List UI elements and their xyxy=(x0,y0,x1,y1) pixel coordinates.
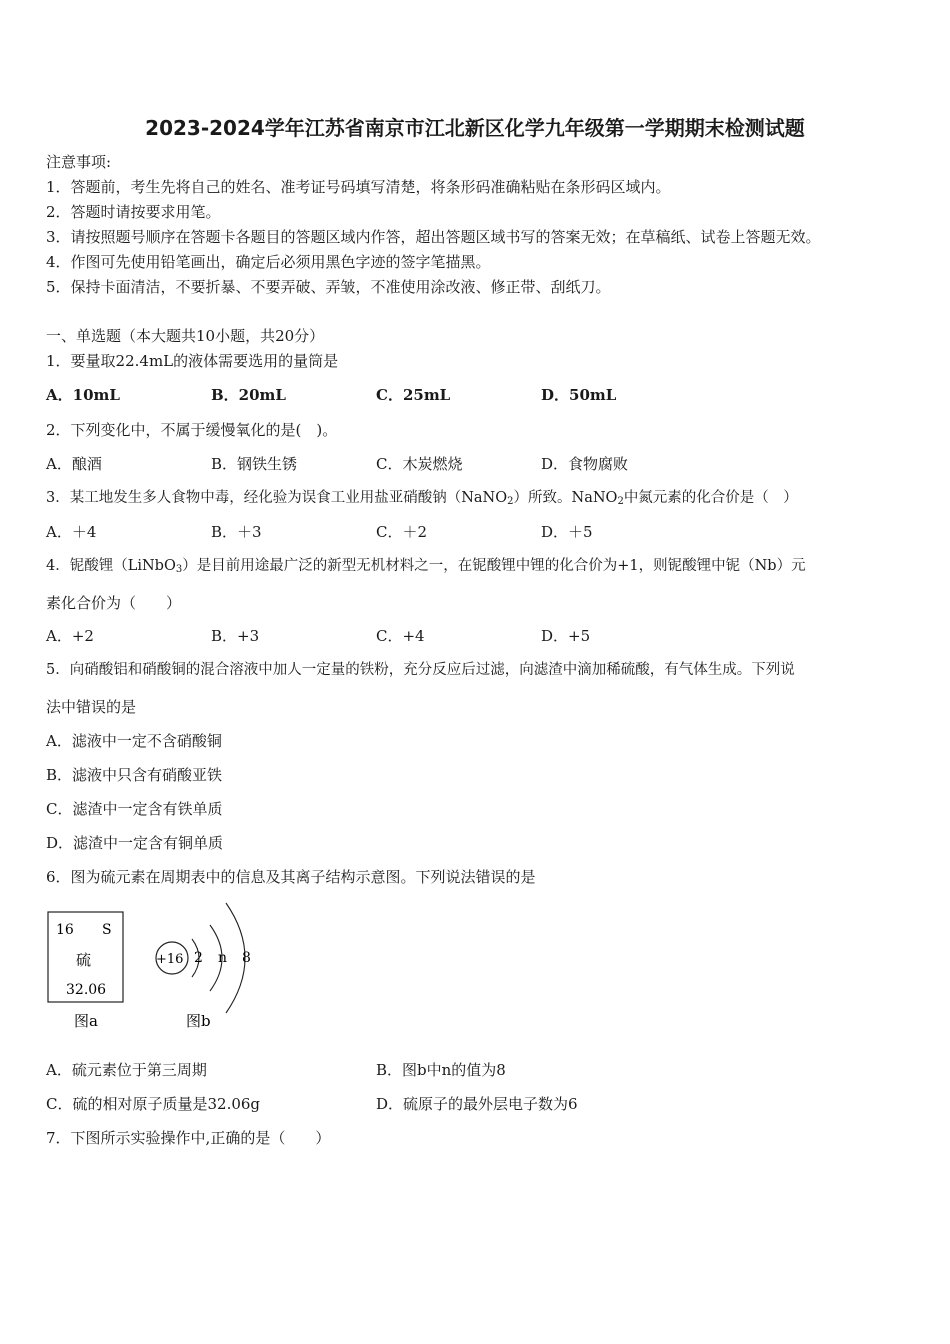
q5-option-a: A．滤液中一定不含硝酸铜 xyxy=(46,732,222,750)
q2-option-a: A．酿酒 xyxy=(46,455,102,473)
shell-3-electrons: 8 xyxy=(242,950,251,966)
q6-option-c: C．硫的相对原子质量是32.06g xyxy=(46,1095,261,1113)
q2-option-c: C．木炭燃烧 xyxy=(376,455,463,473)
question-5-stem: 5．向硝酸铝和硝酸铜的混合溶液中加人一定量的铁粉，充分反应后过滤，向滤渣中滴加稀硫酸，有气体生成。下列说 xyxy=(46,662,795,678)
nuclear-charge: +16 xyxy=(156,952,184,967)
q2-option-d: D．食物腐败 xyxy=(541,455,629,473)
sulfur-diagram xyxy=(46,897,276,1037)
element-name: 硫 xyxy=(76,951,92,969)
q3-stem-part-a: 3．某工地发生多人食物中毒，经化验为误食工业用盐亚硝酸钠（NaNO xyxy=(46,490,508,506)
q1-option-b: B．20mL xyxy=(211,386,286,404)
question-2-stem: 2．下列变化中，不属于缓慢氧化的是( )。 xyxy=(46,421,338,439)
notice-item: 5．保持卡面清洁，不要折暴、不要弄破、弄皱，不准使用涂改液、修正带、刮纸刀。 xyxy=(46,278,611,296)
question-7-stem: 7．下图所示实验操作中,正确的是（ ） xyxy=(46,1129,331,1147)
q5-option-d: D．滤渣中一定含有铜单质 xyxy=(46,834,224,852)
q3-subscript: 2 xyxy=(617,496,624,507)
q6-option-a: A．硫元素位于第三周期 xyxy=(46,1061,207,1079)
question-4-stem xyxy=(46,556,806,580)
q6-option-b: B．图b中n的值为8 xyxy=(376,1061,506,1079)
q4-subscript: 3 xyxy=(175,564,183,575)
notice-item: 1．答题前，考生先将自己的姓名、准考证号码填写清楚，将条形码准确粘贴在条形码区域内。 xyxy=(46,178,671,196)
notice-item: 4．作图可先使用铅笔画出，确定后必须用黑色字迹的签字笔描黑。 xyxy=(46,253,491,271)
question-4-stem-line-2: 素化合价为（ ） xyxy=(46,594,182,612)
notice-item: 3．请按照题号顺序在答题卡各题目的答题区域内作答，超出答题区域书写的答案无效；在草稿纸、试卷上答题无效。 xyxy=(46,228,821,246)
q5-option-b: B．滤液中只含有硝酸亚铁 xyxy=(46,766,223,784)
question-3-stem xyxy=(46,488,798,512)
q3-option-d: D．＋5 xyxy=(541,523,593,541)
element-symbol: S xyxy=(102,922,112,938)
q3-subscript: 2 xyxy=(507,496,514,507)
notice-heading: 注意事项: xyxy=(46,153,112,171)
q4-option-c: C．+4 xyxy=(376,627,425,645)
shell-1-electrons: 2 xyxy=(194,950,203,966)
q4-stem-part-a: 4．铌酸锂（LiNbO xyxy=(46,558,176,574)
page-title: 2023-2024学年江苏省南京市江北新区化学九年级第一学期期末检测试题 xyxy=(145,116,805,140)
q3-option-b: B．＋3 xyxy=(211,523,262,541)
q3-option-a: A．＋4 xyxy=(46,523,97,541)
section-heading: 一、单选题（本大题共10小题，共20分） xyxy=(46,327,325,345)
figure-a-caption: 图a xyxy=(74,1012,98,1030)
notice-item: 2．答题时请按要求用笔。 xyxy=(46,203,221,221)
q1-option-c: C．25mL xyxy=(376,386,451,404)
question-1-stem: 1．要量取22.4mL的液体需要选用的量筒是 xyxy=(46,352,339,370)
q4-option-d: D．+5 xyxy=(541,627,591,645)
q6-option-d: D．硫原子的最外层电子数为6 xyxy=(376,1095,578,1113)
q6-figure xyxy=(46,897,276,1037)
q4-stem-part-b: ）是目前用途最广泛的新型无机材料之一，在铌酸锂中锂的化合价为+1，则铌酸锂中铌（Nb）元 xyxy=(182,558,806,574)
q3-option-c: C．＋2 xyxy=(376,523,428,541)
q1-option-a: A．10mL xyxy=(46,386,120,404)
q4-option-b: B．+3 xyxy=(211,627,260,645)
q3-stem-part-b: ）所致。NaNO xyxy=(513,490,618,506)
atomic-number: 16 xyxy=(56,922,74,938)
question-6-stem: 6．图为硫元素在周期表中的信息及其离子结构示意图。下列说法错误的是 xyxy=(46,868,536,886)
q2-option-b: B．钢铁生锈 xyxy=(211,455,298,473)
q5-option-c: C．滤渣中一定含有铁单质 xyxy=(46,800,223,818)
q4-option-a: A．+2 xyxy=(46,627,94,645)
question-5-stem-line-2: 法中错误的是 xyxy=(46,698,137,716)
atomic-mass: 32.06 xyxy=(66,982,107,998)
shell-2-electrons: n xyxy=(218,950,228,966)
q3-stem-part-c: 中氮元素的化合价是（ ） xyxy=(623,490,798,506)
figure-b-caption: 图b xyxy=(186,1012,211,1030)
q1-option-d: D．50mL xyxy=(541,386,617,404)
